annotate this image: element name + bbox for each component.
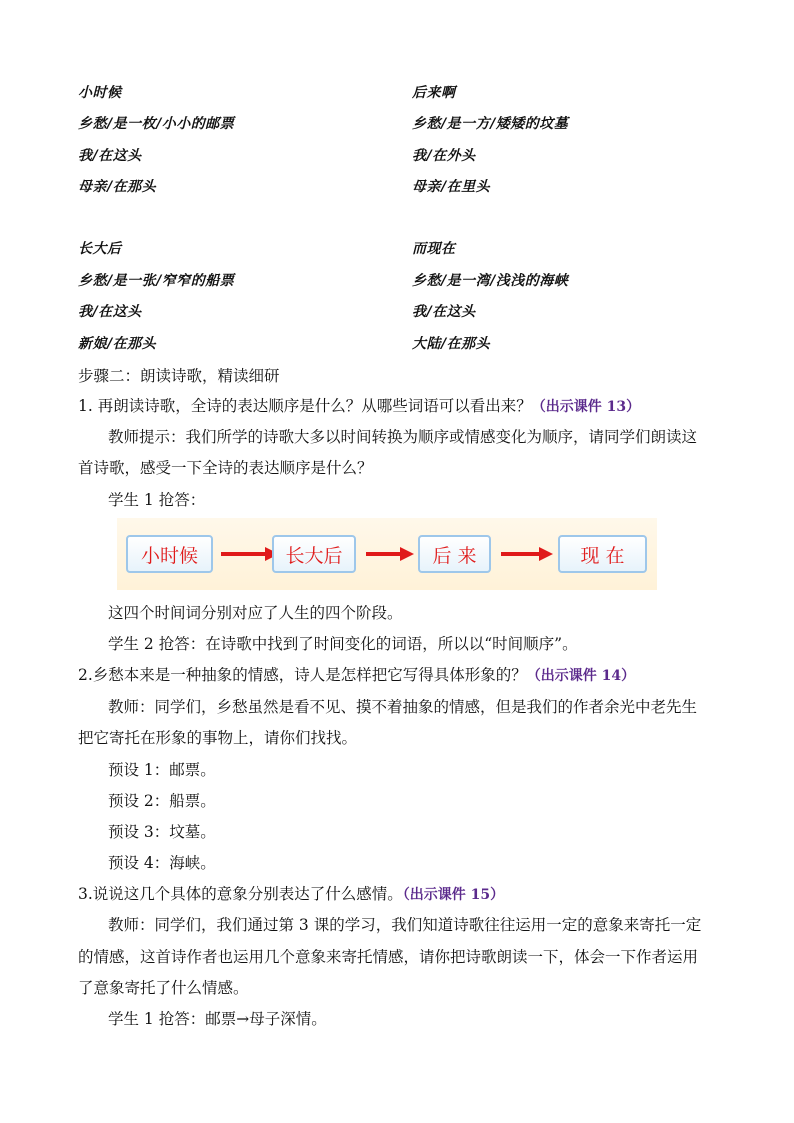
q3-courseware-note: （出示课件 15） (402, 887, 505, 903)
poem-right-stanza1-line2: 我/在外头 (412, 148, 476, 164)
poem-left-stanza2-line3: 新娘/在那头 (78, 336, 157, 352)
q2-teacher-line2: 把它寄托在形象的事物上，请你们找找。 (78, 729, 358, 747)
q2-preset4: 预设 4：海峡。 (108, 854, 216, 872)
arrow-right-icon (221, 547, 279, 561)
q1-question (78, 394, 640, 416)
poem-right-stanza1-title: 后来啊 (412, 85, 456, 101)
q1-student1: 学生 1 抢答： (108, 491, 206, 509)
time-sequence-diagram (117, 518, 657, 590)
q1-question-text: 1. 再朗读诗歌，全诗的表达顺序是什么？从哪些词语可以看出来？ (78, 397, 532, 415)
q3-teacher-line2: 的情感，这首诗作者也运用几个意象来寄托情感，请你把诗歌朗读一下，体会一下作者运用 (78, 948, 699, 966)
q1-teacher-line1: 教师提示：我们所学的诗歌大多以时间转换为顺序或情感变化为顺序，请同学们朗读这 (108, 428, 698, 446)
poem-right-stanza1-line1: 乡愁/是一方/矮矮的坟墓 (412, 116, 569, 132)
q2-preset2: 预设 2：船票。 (108, 792, 216, 810)
flow-box-grown-up: 长大后 (272, 535, 356, 573)
poem-left-stanza2-title: 长大后 (78, 241, 122, 257)
q2-teacher-line1: 教师：同学们，乡愁虽然是看不见、摸不着抽象的情感，但是我们的作者余光中老先生 (108, 698, 698, 716)
poem-left-stanza1-line3: 母亲/在那头 (78, 179, 157, 195)
poem-left-stanza2-line1: 乡愁/是一张/窄窄的船票 (78, 273, 235, 289)
step2-heading: 步骤二：朗读诗歌，精读细研 (78, 367, 280, 385)
q2-question-text: 2.乡愁本来是一种抽象的情感，诗人是怎样把它写得具体形象的？ (78, 666, 527, 684)
poem-right-stanza2-line1: 乡愁/是一湾/浅浅的海峡 (412, 273, 569, 289)
poem-right-stanza1-line3: 母亲/在里头 (412, 179, 491, 195)
q2-preset3: 预设 3：坟墓。 (108, 823, 216, 841)
q2-question (78, 663, 635, 685)
q1-student2: 学生 2 抢答：在诗歌中找到了时间变化的词语，所以以“时间顺序”。 (108, 635, 578, 653)
arrow-right-icon (366, 547, 414, 561)
q3-teacher-line3: 了意象寄托了什么情感。 (78, 979, 249, 997)
flow-box-later: 后 来 (418, 535, 491, 573)
q3-question (78, 882, 504, 904)
q3-student1: 学生 1 抢答：邮票→母子深情。 (108, 1010, 327, 1028)
flow-box-childhood: 小时候 (126, 535, 213, 573)
q1-courseware-note: （出示课件 13） (531, 399, 641, 415)
q3-teacher-line1: 教师：同学们，我们通过第 3 课的学习，我们知道诗歌往往运用一定的意象来寄托一定 (108, 916, 702, 934)
poem-left-stanza1-line2: 我/在这头 (78, 148, 142, 164)
poem-right-stanza2-title: 而现在 (412, 241, 456, 257)
arrow-right-icon (501, 547, 553, 561)
poem-right-stanza2-line2: 我/在这头 (412, 304, 476, 320)
flow-box-now: 现 在 (558, 535, 647, 573)
q2-courseware-note: （出示课件 14） (526, 668, 636, 684)
poem-left-stanza1-line1: 乡愁/是一枚/小小的邮票 (78, 116, 235, 132)
q3-question-text: 3.说说这几个具体的意象分别表达了什么感情。 (78, 885, 403, 903)
q2-preset1: 预设 1：邮票。 (108, 761, 216, 779)
poem-right-stanza2-line3: 大陆/在那头 (412, 336, 491, 352)
q1-summary: 这四个时间词分别对应了人生的四个阶段。 (108, 604, 403, 622)
poem-left-stanza1-title: 小时候 (78, 85, 122, 101)
q1-teacher-line2: 首诗歌，感受一下全诗的表达顺序是什么？ (78, 459, 373, 477)
poem-left-stanza2-line2: 我/在这头 (78, 304, 142, 320)
